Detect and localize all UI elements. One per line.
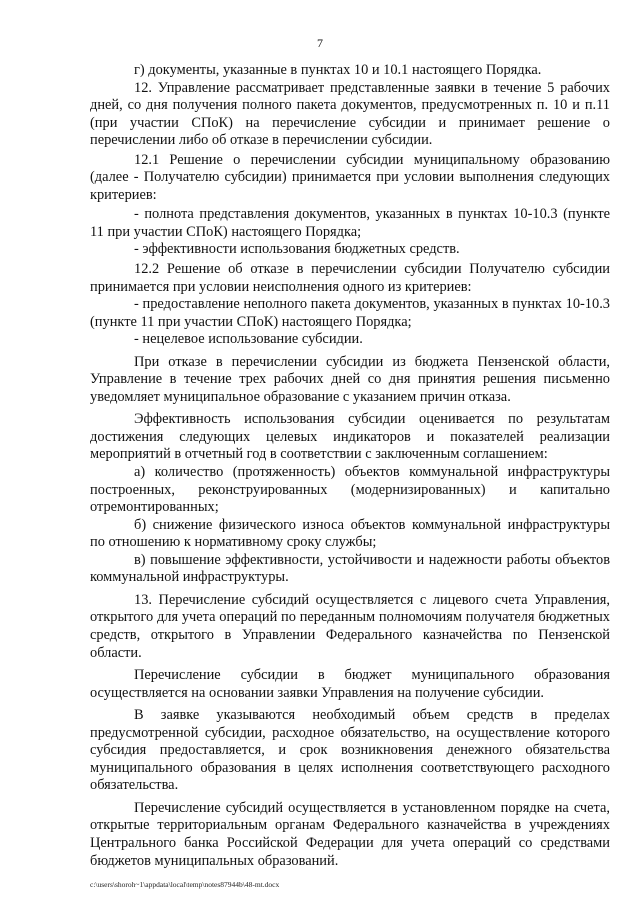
footer-file-path: c:\users\shoroh~1\appdata\local\temp\notes87944b\48-mt.docx [90,880,280,889]
paragraph-clause-12-2: 12.2 Решение об отказе в перечислении субсидии Получателю субсидии принимается при условии неисполнения одного из критериев: [90,261,610,295]
paragraph-application-content: В заявке указываются необходимый объем средств в пределах предусмотренной субсидии, расходное обязательство, на осуществление которого субсидия предоставляется, и срок возникновения денежного обязательства муниципального образования в целях исполнения соответствующего расходного обязательства. [90,707,610,794]
paragraph-transfer-basis: Перечисление субсидии в бюджет муниципального образования осуществляется на основании заявки Управления на получение субсидии. [90,667,610,701]
paragraph-indicator-a: а) количество (протяженность) объектов коммунальной инфраструктуры построенных, реконструированных (модернизированных) и капитально отремонтированных; [90,464,610,516]
paragraph-efficiency-assessment: Эффективность использования субсидии оценивается по результатам достижения следующих целевых индикаторов и показателей реализации мероприятий в отчетный год в соответствии с заключенным соглашением: [90,411,610,463]
paragraph-refusal-incomplete: - предоставление неполного пакета документов, указанных в пунктах 10-10.3 (пункте 11 при участии СПоК) настоящего Порядка; [90,296,610,330]
document-body [90,62,610,870]
paragraph-criterion-efficiency: - эффективности использования бюджетных средств. [134,241,460,258]
paragraph-item-g: г) документы, указанные в пунктах 10 и 10.1 настоящего Порядка. [134,62,542,78]
paragraph-refusal-notice: При отказе в перечислении субсидии из бюджета Пензенской области, Управление в течение трех рабочих дней со дня принятия решения письменно уведомляет муниципальное образование с указанием причин отказа. [90,353,610,405]
paragraph-criterion-completeness: - полнота представления документов, указанных в пунктах 10-10.3 (пункте 11 при участии СПоК) настоящего Порядка; [90,206,610,240]
paragraph-transfer-accounts: Перечисление субсидий осуществляется в установленном порядке на счета, открытые территориальным органам Федерального казначейства в учреждениях Центрального банка Российской Федерации для учета операций со средствами бюджетов муниципальных образований. [90,799,610,869]
paragraph-refusal-misuse: - нецелевое использование субсидии. [134,331,363,348]
paragraph-indicator-b: б) снижение физического износа объектов коммунальной инфраструктуры по отношению к нормативному сроку службы; [90,516,610,551]
paragraph-clause-12: 12. Управление рассматривает представленные заявки в течение 5 рабочих дней, со дня получения полного пакета документов, предусмотренных п. 10 и п.11 (при участии СПоК) на перечисление субсидии и принимает решение о перечислении либо об отказе в перечислении субсидии. [90,79,610,149]
paragraph-indicator-v: в) повышение эффективности, устойчивости и надежности работы объектов коммунальной инфраструктуры. [90,551,610,586]
paragraph-clause-12-1: 12.1 Решение о перечислении субсидии муниципальному образованию (далее - Получателю субсидии) принимается при условии выполнения следующих критериев: [90,151,610,203]
paragraph-clause-13: 13. Перечисление субсидий осуществляется с лицевого счета Управления, открытого для учета операций по переданным полномочиям получателя бюджетных средств, открытого в Управлении Федерального казначейства по Пензенской области. [90,591,610,661]
page-number: 7 [317,36,323,50]
